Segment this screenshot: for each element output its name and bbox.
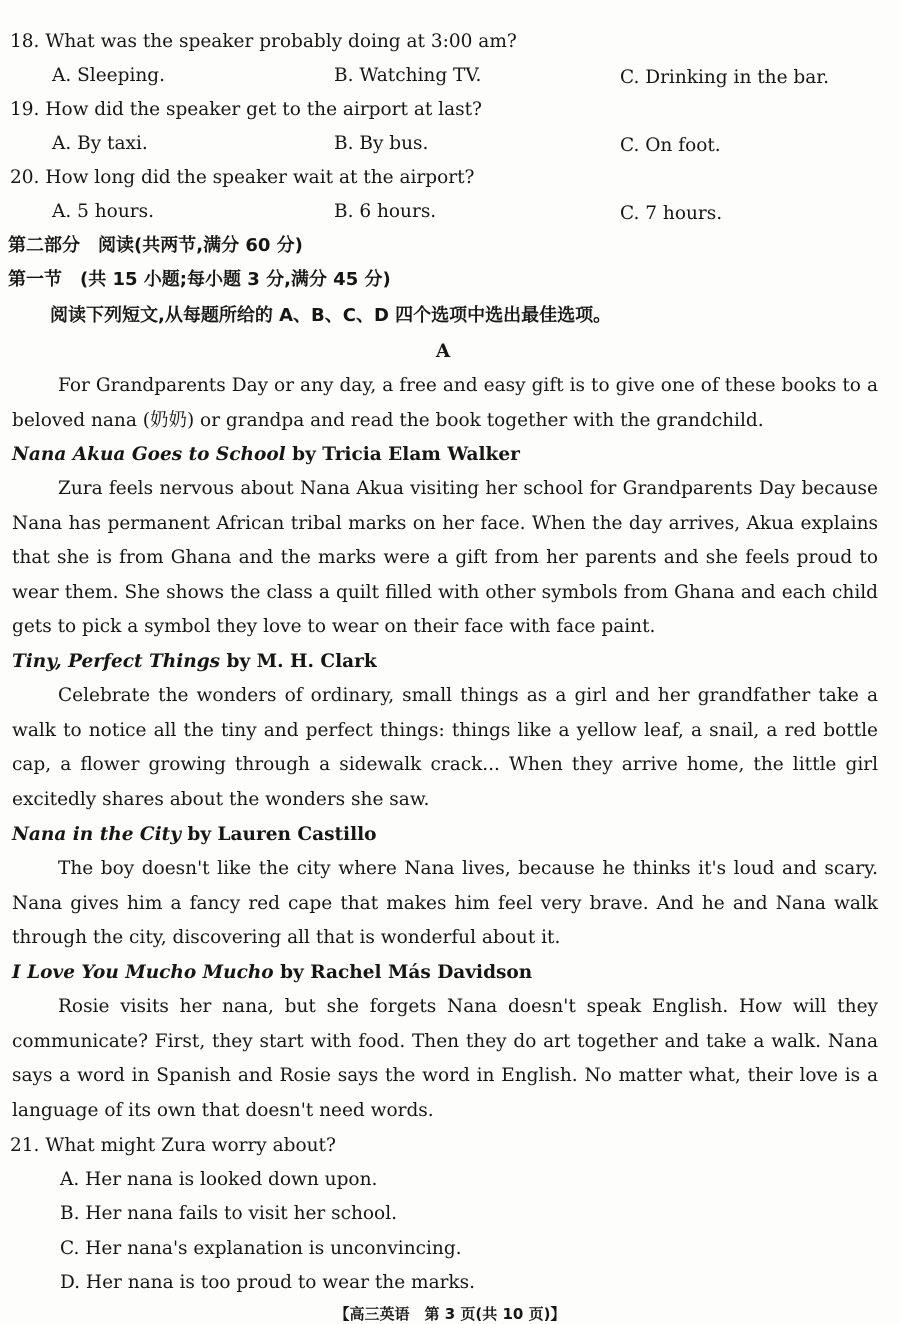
option-18-a: A. Sleeping. (52, 65, 166, 86)
option-19-c: C. On foot. (620, 135, 721, 156)
passage-label: A (435, 341, 451, 362)
book-text: Rosie visits her nana, but she forgets Nana doesn't speak English. How will they communicate? First, they start with food. Then they do art together and take a walk. Nana says a word in Spanish and Rosie says the word in English. No matter what, their love is a language of its own that doesn't need words. (12, 996, 878, 1121)
question-text: How did the speaker get to the airport at last? (45, 99, 482, 120)
book-description-3 (12, 852, 878, 956)
book-heading-4 (12, 961, 532, 985)
question-text: How long did the speaker wait at the airport? (45, 167, 475, 188)
book-heading-1 (12, 443, 520, 467)
book-description-4 (12, 990, 878, 1128)
book-author: by Lauren Castillo (180, 824, 377, 845)
book-title: Nana Akua Goes to School (12, 444, 286, 465)
question-text: What might Zura worry about? (45, 1135, 336, 1156)
book-heading-3 (12, 823, 376, 847)
option-21-c: C. Her nana's explanation is unconvincing. (60, 1238, 462, 1259)
option-19-b: B. By bus. (334, 133, 429, 154)
book-title: I Love You Mucho Mucho (12, 962, 274, 983)
book-description-2 (12, 679, 878, 817)
book-title: Tiny, Perfect Things (12, 651, 221, 672)
book-title: Nana in the City (12, 824, 181, 845)
question-number: 21. (10, 1135, 40, 1156)
option-18-c: C. Drinking in the bar. (620, 67, 829, 88)
question-text: What was the speaker probably doing at 3:00 am? (45, 31, 517, 52)
book-text: Zura feels nervous about Nana Akua visiting her school for Grandparents Day because Nana has permanent African tribal marks on her face. When the day arrives, Akua explains that she is from Ghana and the marks were a gift from her parents and she feels proud to wear them. She shows the class a quilt filled with other symbols from Ghana and each child gets to pick a symbol they love to wear on their face with face paint. (12, 478, 878, 638)
book-author: by Rachel Más Davidson (273, 962, 533, 983)
option-21-b: B. Her nana fails to visit her school. (60, 1203, 397, 1224)
book-author: by Tricia Elam Walker (285, 444, 520, 465)
book-author: by M. H. Clark (220, 651, 377, 672)
option-19-a: A. By taxi. (52, 133, 148, 154)
instructions: 阅读下列短文,从每题所给的 A、B、C、D 四个选项中选出最佳选项。 (50, 305, 612, 326)
option-18-b: B. Watching TV. (334, 65, 482, 86)
question-number: 20. (10, 167, 40, 188)
option-20-c: C. 7 hours. (620, 203, 723, 224)
question-18 (10, 30, 517, 54)
option-20-b: B. 6 hours. (334, 201, 437, 222)
question-number: 18. (10, 31, 40, 52)
book-description-1 (12, 472, 878, 645)
book-text: The boy doesn't like the city where Nana lives, because he thinks it's loud and scary. Nana gives him a fancy red cape that makes him feel very brave. And he and Nana walk through the city, discovering all that is wonderful about it. (12, 858, 878, 949)
option-21-d: D. Her nana is too proud to wear the marks. (60, 1272, 476, 1293)
option-21-a: A. Her nana is looked down upon. (60, 1169, 378, 1190)
page-footer: 【高三英语 第 3 页(共 10 页)】 (334, 1305, 566, 1323)
part-heading: 第二部分 阅读(共两节,满分 60 分) (8, 235, 303, 256)
passage-intro (12, 369, 878, 438)
question-number: 19. (10, 99, 40, 120)
question-20 (10, 166, 474, 190)
question-19 (10, 98, 482, 122)
section-heading: 第一节 (共 15 小题;每小题 3 分,满分 45 分) (8, 269, 391, 290)
question-21 (10, 1134, 336, 1158)
book-heading-2 (12, 650, 377, 674)
option-20-a: A. 5 hours. (52, 201, 154, 222)
book-text: Celebrate the wonders of ordinary, small things as a girl and her grandfather take a walk to notice all the tiny and perfect things: things like a yellow leaf, a snail, a red bottle cap, a flower growing through a sidewalk crack... When they arrive home, the little girl excitedly shares about the wonders she saw. (12, 685, 878, 810)
intro-text: For Grandparents Day or any day, a free and easy gift is to give one of these books to a beloved nana (奶奶) or grandpa and read the book together with the grandchild. (12, 375, 878, 431)
